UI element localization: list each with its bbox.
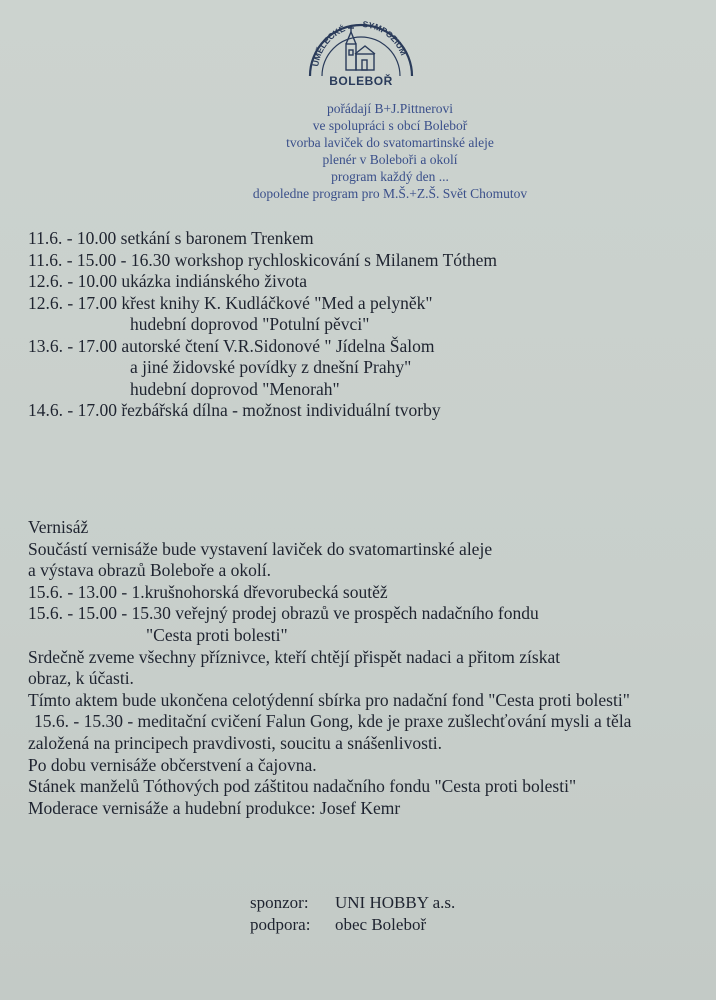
header-line: ve spolupráci s obcí Boleboř bbox=[312, 118, 468, 133]
logo-place-name: BOLEBOŘ bbox=[329, 74, 393, 88]
header-line: tvorba laviček do svatomartinské aleje bbox=[286, 135, 494, 150]
program-line: a jiné židovské povídky z dnešní Prahy" bbox=[130, 357, 412, 377]
vernisage-line: Po dobu vernisáže občerstvení a čajovna. bbox=[28, 754, 317, 775]
vernisage-line: obraz, k účasti. bbox=[28, 668, 134, 689]
vernisage-line: Srdečně zveme všechny příznivce, kteří chtějí přispět nadaci a přitom získat bbox=[28, 646, 561, 667]
vernisage-section bbox=[28, 517, 708, 819]
sponsor-block bbox=[250, 892, 550, 936]
vernisage-line: založená na principech pravdivosti, soucitu a snášenlivosti. bbox=[28, 732, 443, 753]
support-value: obec Boleboř bbox=[335, 915, 427, 934]
support-row bbox=[250, 914, 550, 936]
symposium-logo bbox=[296, 10, 426, 100]
vernisage-line: Moderace vernisáže a hudební produkce: Josef Kemr bbox=[28, 797, 401, 818]
logo-arc-right: SYMPOZIUM bbox=[362, 18, 409, 57]
vernisage-line: 15.6. - 13.00 - 1.krušnohorská dřevorubecká soutěž bbox=[28, 581, 388, 602]
program-line: 11.6. - 15.00 - 16.30 workshop rychloskicování s Milanem Tóthem bbox=[28, 249, 498, 270]
vernisage-line: Součástí vernisáže bude vystavení laviček do svatomartinské aleje bbox=[28, 538, 493, 559]
header-line: pořádají B+J.Pittnerovi bbox=[326, 101, 454, 116]
vernisage-line: Tímto aktem bude ukončena celotýdenní sbírka pro nadační fond "Cesta proti bolesti" bbox=[28, 689, 630, 710]
header-line: plenér v Boleboři a okolí bbox=[322, 152, 458, 167]
program-line: 13.6. - 17.00 autorské čtení V.R.Sidonové " Jídelna Šalom bbox=[28, 335, 435, 356]
header-line: dopoledne program pro M.Š.+Z.Š. Svět Chomutov bbox=[252, 186, 528, 201]
program-line: 12.6. - 17.00 křest knihy K. Kudláčkové "Med a pelyněk" bbox=[28, 292, 433, 313]
vernisage-line: 15.6. - 15.30 - meditační cvičení Falun Gong, kde je praxe zušlechťování mysli a těla bbox=[34, 711, 632, 732]
header-line: program každý den ... bbox=[331, 169, 449, 184]
support-label: podpora: bbox=[250, 915, 311, 934]
program-line: 11.6. - 10.00 setkání s baronem Trenkem bbox=[28, 228, 314, 248]
sponsor-row bbox=[250, 892, 550, 914]
vernisage-line: a výstava obrazů Boleboře a okolí. bbox=[28, 560, 271, 581]
vernisage-line: Stánek manželů Tóthových pod záštitou nadačního fondu "Cesta proti bolesti" bbox=[28, 776, 577, 797]
organizer-header bbox=[150, 100, 630, 202]
sponsor-label: sponzor: bbox=[250, 893, 309, 912]
program-line: 14.6. - 17.00 řezbářská dílna - možnost individuální tvorby bbox=[28, 400, 441, 420]
program-line: hudební doprovod "Menorah" bbox=[130, 378, 340, 399]
program-schedule bbox=[28, 228, 698, 422]
vernisage-title: Vernisáž bbox=[28, 517, 89, 537]
svg-text:UMĚLECKÉ bbox=[310, 23, 347, 67]
logo-arc-left: UMĚLECKÉ bbox=[310, 23, 347, 68]
vernisage-line: "Cesta proti bolesti" bbox=[146, 624, 288, 645]
program-line: hudební doprovod "Potulní pěvci" bbox=[130, 314, 370, 334]
vernisage-line: 15.6. - 15.00 - 15.30 veřejný prodej obrazů ve prospěch nadačního fondu bbox=[28, 603, 539, 624]
program-line: 12.6. - 10.00 ukázka indiánského života bbox=[28, 271, 307, 291]
sponsor-value: UNI HOBBY a.s. bbox=[335, 893, 456, 912]
